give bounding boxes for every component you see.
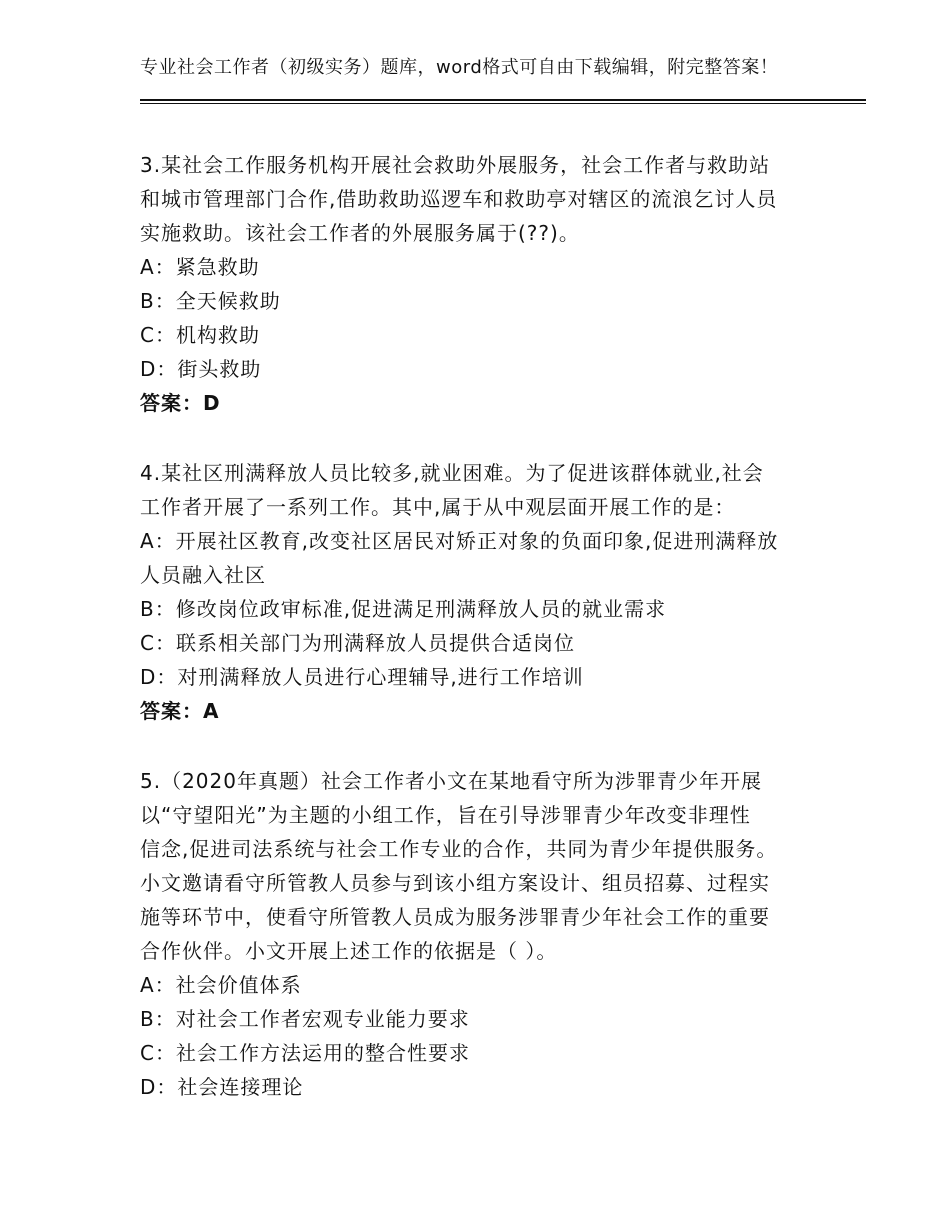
question-stem-line: 施等环节中，使看守所管教人员成为服务涉罪青少年社会工作的重要	[140, 905, 770, 929]
page-header: 专业社会工作者（初级实务）题库，word格式可自由下载编辑，附完整答案！	[140, 57, 779, 78]
question-stem-line: 3.某社会工作服务机构开展社会救助外展服务，社会工作者与救助站	[140, 153, 771, 177]
option-d: D：对刑满释放人员进行心理辅导,进行工作培训	[140, 665, 584, 689]
option-d: D：社会连接理论	[140, 1075, 304, 1099]
option-a-continued: 人员融入社区	[140, 563, 266, 587]
option-c: C：联系相关部门为刑满释放人员提供合适岗位	[140, 631, 575, 655]
option-d: D：街头救助	[140, 357, 262, 381]
question-stem-line: 和城市管理部门合作,借助救助巡逻车和救助亭对辖区的流浪乞讨人员	[140, 187, 778, 211]
header-rule-thick	[140, 99, 866, 101]
question-stem-line: 以“守望阳光”为主题的小组工作，旨在引导涉罪青少年改变非理性	[140, 803, 751, 827]
option-b: B：修改岗位政审标准,促进满足刑满释放人员的就业需求	[140, 597, 667, 621]
option-b: B：对社会工作者宏观专业能力要求	[140, 1007, 470, 1031]
option-c: C：机构救助	[140, 323, 260, 347]
answer-label: 答案：A	[140, 699, 220, 723]
answer-label: 答案：D	[140, 391, 221, 415]
option-a: A：开展社区教育,改变社区居民对矫正对象的负面印象,促进刑满释放	[140, 529, 779, 553]
option-a: A：紧急救助	[140, 255, 260, 279]
question-stem-line: 4.某社区刑满释放人员比较多,就业困难。为了促进该群体就业,社会	[140, 461, 764, 485]
question-5	[140, 764, 820, 1104]
option-b: B：全天候救助	[140, 289, 281, 313]
option-a: A：社会价值体系	[140, 973, 302, 997]
header-rule-thin	[140, 103, 866, 104]
question-stem-line: 5.（2020年真题）社会工作者小文在某地看守所为涉罪青少年开展	[140, 769, 762, 793]
question-3	[140, 148, 820, 420]
question-stem-line: 工作者开展了一系列工作。其中,属于从中观层面开展工作的是：	[140, 495, 736, 519]
option-c: C：社会工作方法运用的整合性要求	[140, 1041, 470, 1065]
question-stem-line: 实施救助。该社会工作者的外展服务属于(??)。	[140, 221, 580, 245]
question-stem-line: 小文邀请看守所管教人员参与到该小组方案设计、组员招募、过程实	[140, 871, 770, 895]
question-stem-line: 信念,促进司法系统与社会工作专业的合作，共同为青少年提供服务。	[140, 837, 778, 861]
question-stem-line: 合作伙伴。小文开展上述工作的依据是（ ）。	[140, 939, 558, 963]
question-4	[140, 456, 820, 728]
